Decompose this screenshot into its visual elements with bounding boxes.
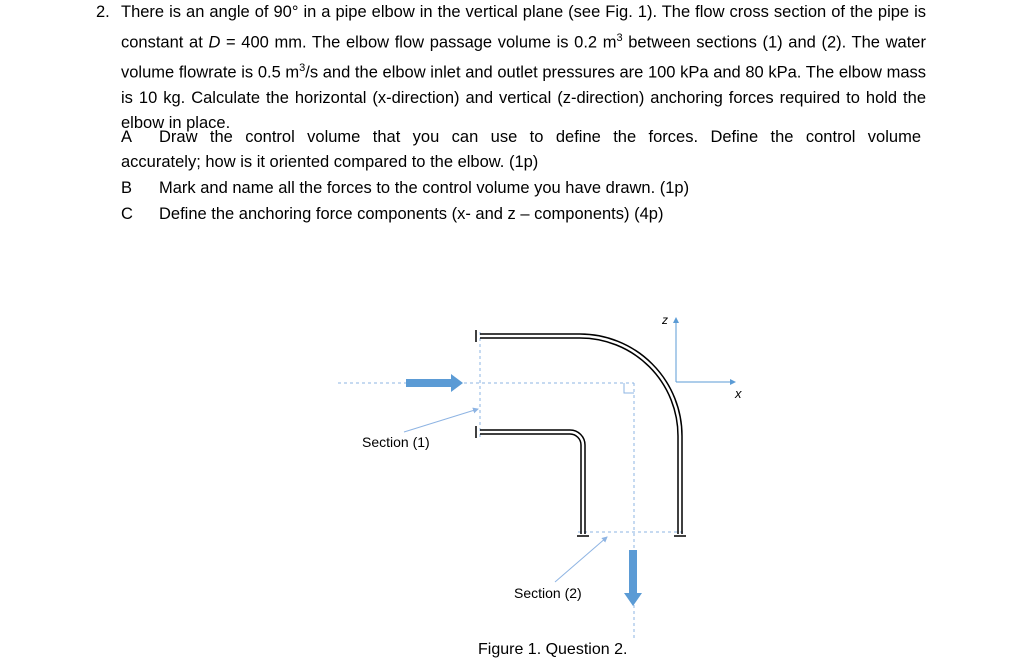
question-text-4: /s and the elbow inlet and outlet pressures are 100 kPa and 80 kPa. The elbow mass is 10 kg. Calculate the horizontal (x-direction) and vertical (z-direction) anchoring forces required to hold the elbow in place. bbox=[121, 63, 926, 133]
question-text-2: = 400 mm. The elbow flow passage volume is 0.2 m bbox=[220, 33, 617, 52]
section1-label: Section (1) bbox=[362, 434, 430, 450]
question-text-1: There is an angle of 90° in a pipe elbow in the vertical plane (see Fig. 1). The flow cross section of the pipe is constant at bbox=[121, 3, 926, 52]
task-a-text-first: Draw the control volume that you can use to define the forces. Define the control volume bbox=[159, 128, 921, 146]
outflow-arrow bbox=[624, 550, 642, 606]
section2-leader bbox=[555, 537, 607, 582]
figure-caption: Figure 1. Question 2. bbox=[478, 641, 628, 658]
task-b-text: Mark and name all the forces to the control volume you have drawn. (1p) bbox=[159, 179, 690, 197]
question-text-3: between sections (1) and (2). The water volume flowrate is 0.5 m bbox=[121, 33, 926, 82]
question-number: 2. bbox=[96, 3, 110, 21]
inner-pipe-wall-inner bbox=[480, 434, 581, 534]
section2-label: Section (2) bbox=[514, 585, 582, 601]
outer-pipe-wall-inner bbox=[480, 338, 678, 534]
right-angle-marker bbox=[624, 383, 634, 393]
superscript-3a: 3 bbox=[616, 31, 623, 44]
inner-pipe-wall bbox=[480, 430, 585, 534]
x-axis-label: x bbox=[735, 386, 742, 401]
inflow-arrow bbox=[406, 374, 463, 392]
task-c-letter: C bbox=[121, 205, 133, 223]
section1-leader bbox=[404, 409, 478, 432]
superscript-3b: 3 bbox=[299, 61, 306, 74]
task-a-letter: A bbox=[121, 128, 133, 146]
z-axis-label: z bbox=[662, 313, 668, 327]
diameter-symbol: D bbox=[208, 33, 221, 52]
task-b-letter: B bbox=[121, 179, 133, 197]
task-a-text-second: accurately; how is it oriented compared to the elbow. (1p) bbox=[121, 153, 539, 171]
task-c-text: Define the anchoring force components (x- and z – components) (4p) bbox=[159, 205, 664, 223]
